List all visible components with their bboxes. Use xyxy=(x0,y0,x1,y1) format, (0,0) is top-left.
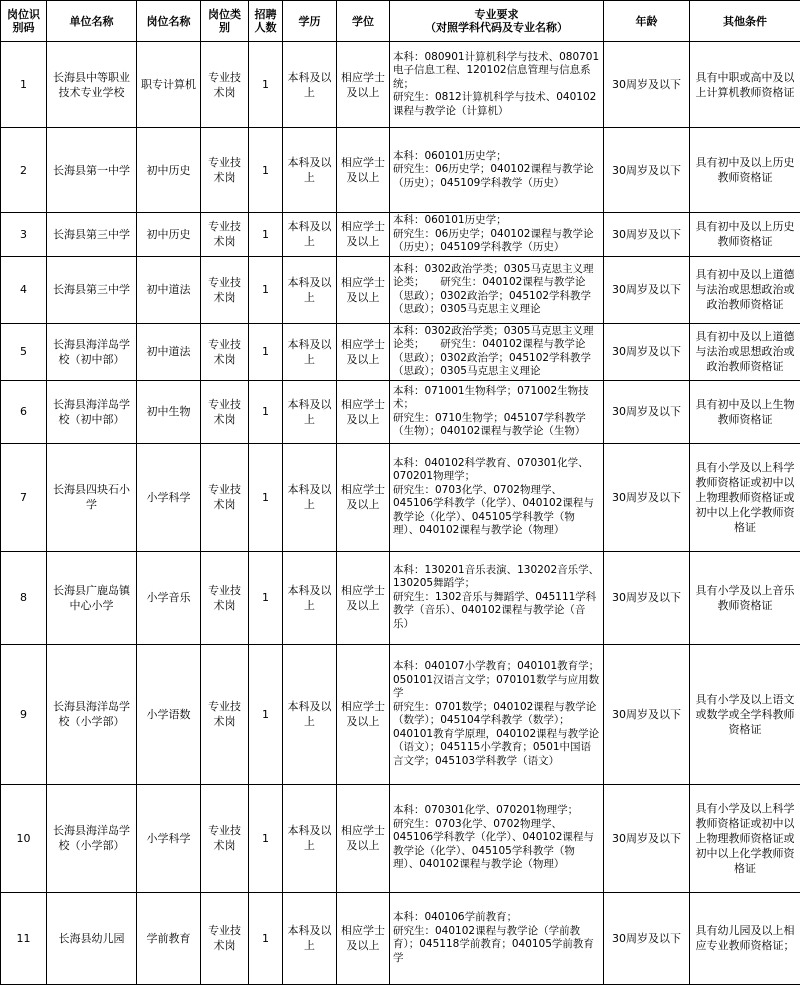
cell-code: 11 xyxy=(1,892,47,984)
cell-other: 具有初中及以上历史教师资格证 xyxy=(690,128,800,213)
cell-count: 1 xyxy=(249,128,283,213)
cell-category: 专业技术岗 xyxy=(201,644,249,784)
major-line: 本科：040102科学教育、070301化学、070201物理学； xyxy=(393,456,589,482)
cell-category: 专业技术岗 xyxy=(201,213,249,257)
cell-degree: 相应学士及以上 xyxy=(337,323,390,380)
cell-other: 具有中职或高中及以上计算机教师资格证 xyxy=(690,42,800,128)
cell-degree: 相应学士及以上 xyxy=(337,892,390,984)
header-position: 岗位名称 xyxy=(137,1,201,42)
cell-major xyxy=(390,323,604,380)
major-line: 本科：071001生物科学；071002生物技术； xyxy=(393,384,589,410)
cell-position: 初中道法 xyxy=(137,256,201,323)
cell-age: 30周岁及以下 xyxy=(604,323,690,380)
cell-degree: 相应学士及以上 xyxy=(337,784,390,892)
cell-other: 具有初中及以上道德与法治或思想政治或政治教师资格证 xyxy=(690,256,800,323)
cell-other: 具有初中及以上生物教师资格证 xyxy=(690,380,800,443)
cell-other: 具有幼儿园及以上相应专业教师资格证； xyxy=(690,892,800,984)
major-line: 研究生：0703化学、0702物理学、045106学科教学（化学）、040102课程与教学论（化学）、045105学科教学（物理）、040102课程与教学论（物理） xyxy=(393,483,594,536)
cell-age: 30周岁及以下 xyxy=(604,213,690,257)
major-line: 研究生：0710生物学；045107学科教学（生物）；040102课程与教学论（生物） xyxy=(393,411,586,437)
cell-position: 初中生物 xyxy=(137,380,201,443)
cell-category: 专业技术岗 xyxy=(201,892,249,984)
major-line: 本科：0302政治学类；0305马克思主义理论类； 研究生：040102课程与教学论（思政）；0302政治学；045102学科教学（思政）；0305马克思主义理论 xyxy=(393,262,594,315)
cell-category: 专业技术岗 xyxy=(201,551,249,644)
cell-unit: 长海县海洋岛学校（小学部） xyxy=(47,644,137,784)
cell-unit: 长海县海洋岛学校（初中部） xyxy=(47,380,137,443)
cell-age: 30周岁及以下 xyxy=(604,644,690,784)
cell-position: 学前教育 xyxy=(137,892,201,984)
cell-count: 1 xyxy=(249,784,283,892)
cell-count: 1 xyxy=(249,256,283,323)
cell-count: 1 xyxy=(249,892,283,984)
cell-major xyxy=(390,128,604,213)
cell-major xyxy=(390,644,604,784)
table-row xyxy=(1,784,800,892)
major-line: 研究生：0812计算机科学与技术、040102课程与教学论（计算机） xyxy=(393,91,597,117)
cell-education: 本科及以上 xyxy=(283,256,337,323)
cell-degree: 相应学士及以上 xyxy=(337,644,390,784)
cell-major xyxy=(390,443,604,551)
major-line: 本科：080901计算机科学与技术、080701电子信息工程、120102信息管理与信息系统； xyxy=(393,50,600,90)
cell-count: 1 xyxy=(249,380,283,443)
header-age: 年龄 xyxy=(604,1,690,42)
cell-degree: 相应学士及以上 xyxy=(337,213,390,257)
cell-unit: 长海县海洋岛学校（小学部） xyxy=(47,784,137,892)
cell-other: 具有小学及以上科学教师资格证或初中以上物理教师资格证或初中以上化学教师资格证 xyxy=(690,784,800,892)
cell-category: 专业技术岗 xyxy=(201,256,249,323)
header-other: 其他条件 xyxy=(690,1,800,42)
cell-age: 30周岁及以下 xyxy=(604,784,690,892)
cell-count: 1 xyxy=(249,323,283,380)
cell-other: 具有小学及以上科学教师资格证或初中以上物理教师资格证或初中以上化学教师资格证 xyxy=(690,443,800,551)
cell-education: 本科及以上 xyxy=(283,323,337,380)
cell-major xyxy=(390,213,604,257)
cell-other: 具有小学及以上语文或数学或全学科教师资格证 xyxy=(690,644,800,784)
cell-education: 本科及以上 xyxy=(283,644,337,784)
table-row xyxy=(1,42,800,128)
cell-count: 1 xyxy=(249,443,283,551)
header-education: 学历 xyxy=(283,1,337,42)
header-category: 岗位类别 xyxy=(201,1,249,42)
table-row xyxy=(1,128,800,213)
cell-category: 专业技术岗 xyxy=(201,42,249,128)
cell-position: 小学语数 xyxy=(137,644,201,784)
cell-education: 本科及以上 xyxy=(283,443,337,551)
cell-position: 小学科学 xyxy=(137,784,201,892)
cell-position: 职专计算机 xyxy=(137,42,201,128)
cell-major xyxy=(390,551,604,644)
cell-position: 初中历史 xyxy=(137,128,201,213)
cell-code: 7 xyxy=(1,443,47,551)
cell-degree: 相应学士及以上 xyxy=(337,380,390,443)
cell-age: 30周岁及以下 xyxy=(604,892,690,984)
table-row xyxy=(1,213,800,257)
cell-degree: 相应学士及以上 xyxy=(337,443,390,551)
table-row xyxy=(1,892,800,984)
cell-age: 30周岁及以下 xyxy=(604,128,690,213)
major-line: 研究生：0701数学；040102课程与教学论（数学）；045104学科教学（数学）；040101教育学原理，040102课程与教学论（语文）；045115小学教育；0501中国语言文学；045103学科教学（语文） xyxy=(393,700,600,767)
cell-position: 小学音乐 xyxy=(137,551,201,644)
cell-code: 6 xyxy=(1,380,47,443)
cell-age: 30周岁及以下 xyxy=(604,42,690,128)
cell-unit: 长海县第三中学 xyxy=(47,213,137,257)
cell-unit: 长海县第一中学 xyxy=(47,128,137,213)
header-count: 招聘人数 xyxy=(249,1,283,42)
cell-unit: 长海县幼儿园 xyxy=(47,892,137,984)
cell-position: 初中道法 xyxy=(137,323,201,380)
cell-code: 2 xyxy=(1,128,47,213)
cell-degree: 相应学士及以上 xyxy=(337,128,390,213)
table-row xyxy=(1,644,800,784)
header-code: 岗位识别码 xyxy=(1,1,47,42)
cell-degree: 相应学士及以上 xyxy=(337,551,390,644)
cell-major xyxy=(390,380,604,443)
major-line: 研究生：040102课程与教学论（学前教育）；045118学前教育；040105学前教育学 xyxy=(393,924,594,964)
cell-age: 30周岁及以下 xyxy=(604,551,690,644)
table-row xyxy=(1,380,800,443)
major-line: 本科：060101历史学； xyxy=(393,149,507,162)
cell-age: 30周岁及以下 xyxy=(604,443,690,551)
cell-unit: 长海县广鹿岛镇中心小学 xyxy=(47,551,137,644)
table-row xyxy=(1,323,800,380)
major-line: 本科：0302政治学类；0305马克思主义理论类； 研究生：040102课程与教学论（思政）；0302政治学；045102学科教学（思政）；0305马克思主义理论 xyxy=(393,324,594,377)
major-line: 研究生：06历史学；040102课程与教学论（历史）；045109学科教学（历史） xyxy=(393,163,594,189)
cell-major xyxy=(390,256,604,323)
header-unit: 单位名称 xyxy=(47,1,137,42)
table-row xyxy=(1,256,800,323)
major-line: 研究生：0703化学、0702物理学、045106学科教学（化学）、040102课程与教学论（化学）、045105学科教学（物理）、040102课程与教学论（物理） xyxy=(393,817,594,871)
cell-age: 30周岁及以下 xyxy=(604,256,690,323)
cell-education: 本科及以上 xyxy=(283,551,337,644)
cell-unit: 长海县四块石小学 xyxy=(47,443,137,551)
cell-code: 8 xyxy=(1,551,47,644)
cell-category: 专业技术岗 xyxy=(201,128,249,213)
cell-education: 本科及以上 xyxy=(283,128,337,213)
cell-degree: 相应学士及以上 xyxy=(337,256,390,323)
cell-code: 1 xyxy=(1,42,47,128)
major-line: 研究生：06历史学；040102课程与教学论（历史）；045109学科教学（历史） xyxy=(393,227,594,253)
major-line: 本科：040106学前教育； xyxy=(393,911,518,923)
major-line: 本科：060101历史学； xyxy=(393,214,507,226)
cell-degree: 相应学士及以上 xyxy=(337,42,390,128)
cell-other: 具有小学及以上音乐教师资格证 xyxy=(690,551,800,644)
cell-major xyxy=(390,784,604,892)
cell-position: 初中历史 xyxy=(137,213,201,257)
cell-other: 具有初中及以上历史教师资格证 xyxy=(690,213,800,257)
cell-age: 30周岁及以下 xyxy=(604,380,690,443)
cell-code: 3 xyxy=(1,213,47,257)
cell-unit: 长海县中等职业技术专业学校 xyxy=(47,42,137,128)
cell-count: 1 xyxy=(249,213,283,257)
cell-count: 1 xyxy=(249,644,283,784)
header-major-title: 专业要求 xyxy=(474,8,519,21)
cell-education: 本科及以上 xyxy=(283,42,337,128)
cell-unit: 长海县第三中学 xyxy=(47,256,137,323)
cell-code: 9 xyxy=(1,644,47,784)
major-line: 本科：130201音乐表演、130202音乐学、130205舞蹈学； xyxy=(393,563,600,590)
cell-major xyxy=(390,892,604,984)
major-line: 研究生：1302音乐与舞蹈学、045111学科教学（音乐）、040102课程与教学论（音乐） xyxy=(393,590,597,630)
cell-category: 专业技术岗 xyxy=(201,380,249,443)
header-degree: 学位 xyxy=(337,1,390,42)
cell-other: 具有初中及以上道德与法治或思想政治或政治教师资格证 xyxy=(690,323,800,380)
table-body xyxy=(1,42,800,985)
cell-category: 专业技术岗 xyxy=(201,784,249,892)
major-line: 本科：040107小学教育；040101教育学；050101汉语言文学；070101数学与应用数学 xyxy=(393,660,600,699)
cell-unit: 长海县海洋岛学校（初中部） xyxy=(47,323,137,380)
table-row xyxy=(1,551,800,644)
cell-count: 1 xyxy=(249,42,283,128)
cell-position: 小学科学 xyxy=(137,443,201,551)
cell-code: 4 xyxy=(1,256,47,323)
cell-major xyxy=(390,42,604,128)
cell-category: 专业技术岗 xyxy=(201,443,249,551)
cell-count: 1 xyxy=(249,551,283,644)
cell-code: 10 xyxy=(1,784,47,892)
header-major-subtitle: （对照学科代码及专业名称） xyxy=(425,21,568,34)
cell-education: 本科及以上 xyxy=(283,892,337,984)
cell-code: 5 xyxy=(1,323,47,380)
header-major xyxy=(390,1,604,42)
cell-category: 专业技术岗 xyxy=(201,323,249,380)
cell-education: 本科及以上 xyxy=(283,380,337,443)
table-row xyxy=(1,443,800,551)
cell-education: 本科及以上 xyxy=(283,784,337,892)
cell-education: 本科及以上 xyxy=(283,213,337,257)
major-line: 本科：070301化学、070201物理学； xyxy=(393,804,579,817)
header-row xyxy=(1,1,800,42)
